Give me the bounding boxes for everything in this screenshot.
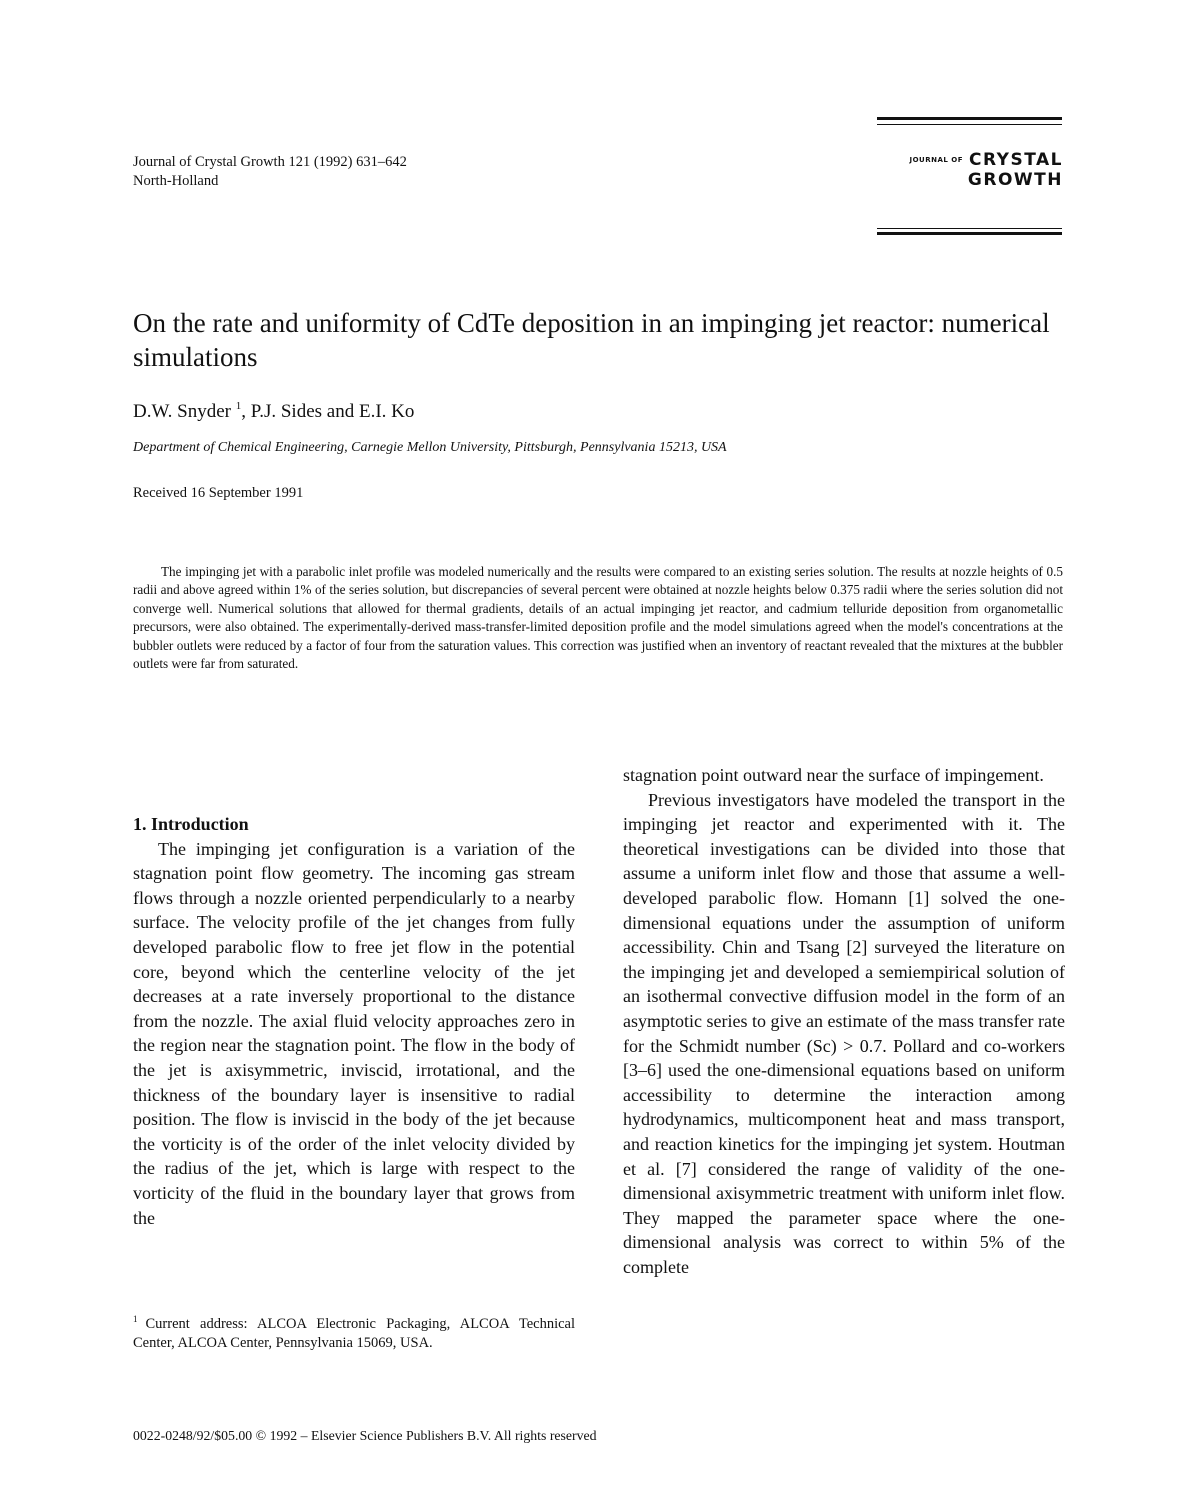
journal-reference: [133, 153, 407, 191]
footnote-text: Current address: ALCOA Electronic Packaging, ALCOA Technical Center, ALCOA Center, Pennsylvania 15069, USA.: [133, 1316, 575, 1351]
logo-growth: GROWTH: [967, 170, 1063, 190]
abstract: The impinging jet with a parabolic inlet profile was modeled numerically and the results were compared to an existing series solution. The results at nozzle heights of 0.5 radii and above agreed within 1% of the series solution, but discrepancies of several percent were obtained at nozzle heights below 0.375 radii where the series solution did not converge well. Numerical solutions that allowed for thermal gradients, details of an actual impinging jet reactor, and cadmium telluride deposition from organometallic precursors, were also obtained. The experimentally-derived mass-transfer-limited deposition profile and the model simulations agreed when the model's concentrations at the bubbler outlets were reduced by a factor of four from the saturation values. This correction was justified when an inventory of reactant revealed that the mixtures at the bubbler outlets were far from saturated.: [133, 564, 1063, 672]
author-list: [133, 400, 414, 423]
logo-bottom-rule-thick: [877, 232, 1062, 235]
journal-citation: Journal of Crystal Growth 121 (1992) 631–642: [133, 154, 407, 170]
logo-top-rule-thick: [877, 117, 1062, 120]
body-paragraph: Previous investigators have modeled the transport in the impinging jet reactor and experimented with it. The theoretical investigations can be divided into those that assume a uniform inlet flow and those that assume a well-developed parabolic flow. Homann [1] solved the one-dimensional equations under the assumption of uniform accessibility. Chin and Tsang [2] surveyed the literature on the impinging jet and developed a semiempirical solution of an isothermal convective diffusion model in the form of an asymptotic series to give an estimate of the mass transfer rate for the Schmidt number (Sc) > 0.7. Pollard and co-workers [3–6] used the one-dimensional equations based on uniform accessibility to determine the interaction among hydrodynamics, multicomponent heat and mass transport, and reaction kinetics for the impinging jet system. Houtman et al. [7] considered the range of validity of the one-dimensional axisymmetric treatment with uniform inlet flow. They mapped the parameter space where the one-dimensional analysis was correct to within 5% of the complete: [623, 789, 1065, 1277]
author-snyder: D.W. Snyder: [133, 401, 231, 422]
logo-top-rule-thin: [877, 124, 1062, 125]
body-paragraph: The impinging jet configuration is a variation of the stagnation point flow geometry. The incoming gas stream flows through a nozzle oriented perpendicularly to a nearby surface. The velocity profile of the jet changes from fully developed parabolic flow to free jet flow in the potential core, beyond which the centerline velocity of the jet decreases at a rate inversely proportional to the distance from the nozzle. The axial fluid velocity approaches zero in the region near the stagnation point. The flow in the body of the jet is axisymmetric, inviscid, irrotational, and the thickness of the boundary layer is insensitive to radial position. The flow is inviscid in the body of the jet because the vorticity is of the order of the inlet velocity divided by the radius of the jet, which is large with respect to the vorticity of the fluid in the boundary layer that grows from the: [133, 838, 575, 1228]
publisher-location: North-Holland: [133, 173, 219, 189]
authors-rest: , P.J. Sides and E.I. Ko: [241, 401, 415, 422]
footnote-mark: 1: [133, 1314, 138, 1324]
left-column: [133, 812, 575, 1230]
logo-bottom-rule-thin: [877, 228, 1062, 229]
received-date: Received 16 September 1991: [133, 485, 304, 501]
footnote: [133, 1310, 575, 1352]
copyright-line: 0022-0248/92/$05.00 © 1992 – Elsevier Science Publishers B.V. All rights reserved: [133, 1428, 597, 1443]
body-paragraph-continuation: stagnation point outward near the surface of impingement.: [623, 765, 1044, 785]
journal-logo: [873, 150, 1063, 190]
author-footnote-mark: 1: [235, 400, 242, 412]
article-title: On the rate and uniformity of CdTe deposition in an impinging jet reactor: numerical simulations: [133, 308, 1050, 372]
section-heading-introduction: 1. Introduction: [133, 814, 249, 834]
logo-crystal: CRYSTAL: [969, 150, 1063, 170]
affiliation: Department of Chemical Engineering, Carnegie Mellon University, Pittsburgh, Pennsylvania 15213, USA: [133, 440, 727, 455]
logo-journal-of: JOURNAL OF: [909, 156, 964, 164]
right-column: [623, 763, 1065, 1279]
